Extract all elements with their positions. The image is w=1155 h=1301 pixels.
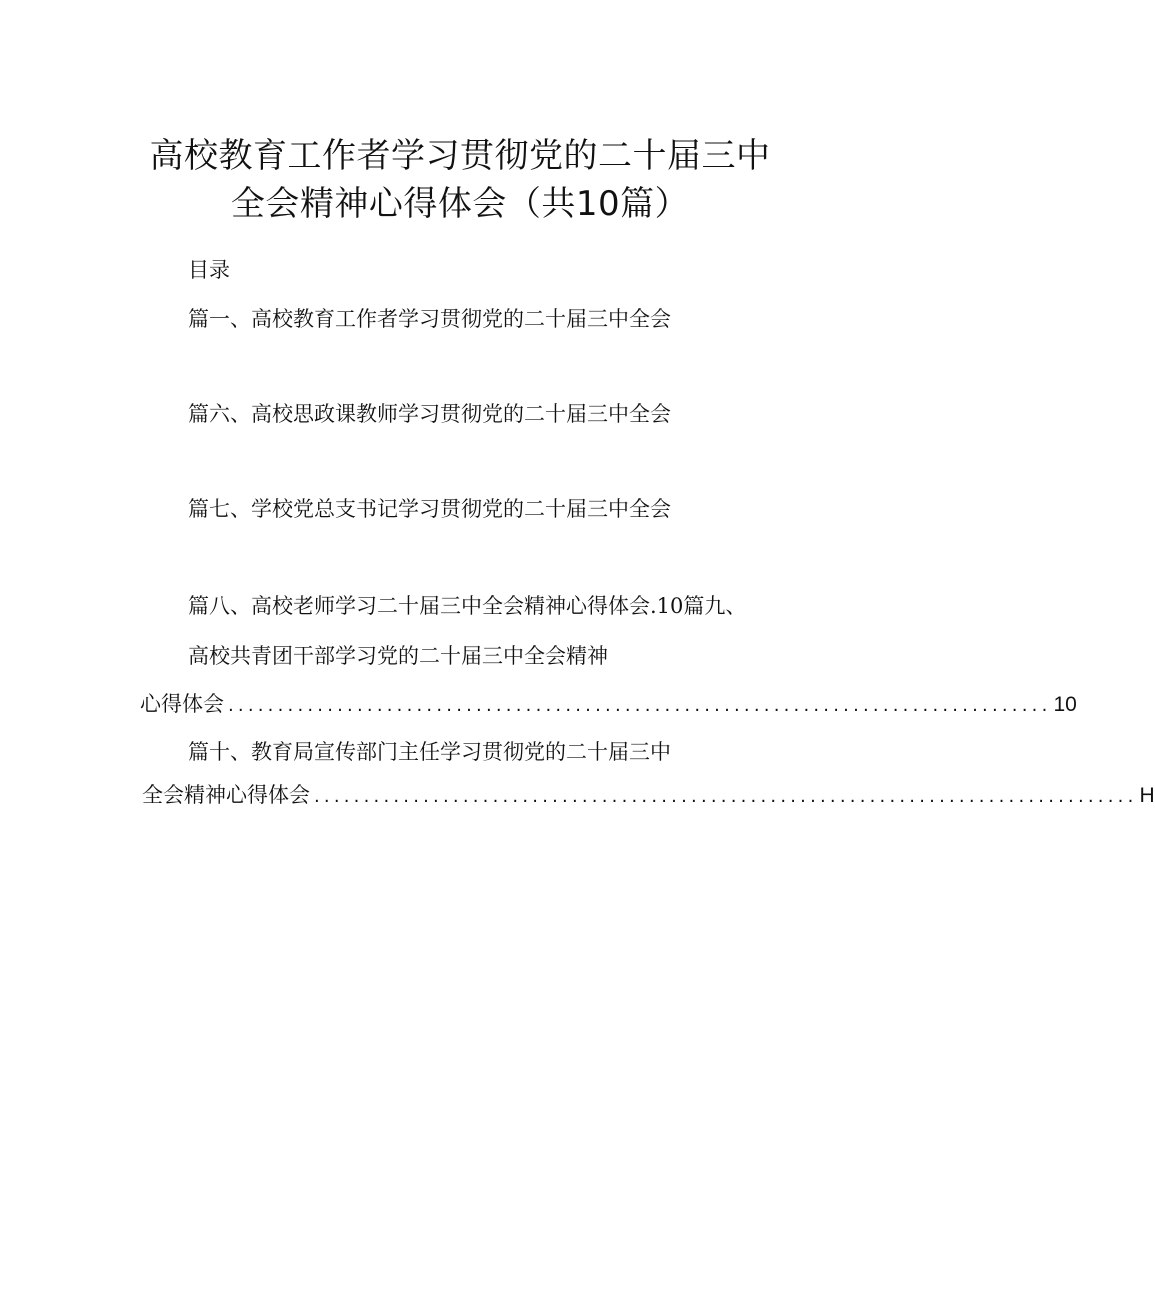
toc-heading: 目录: [188, 258, 230, 282]
toc-entry-9-page-number: 10: [1053, 693, 1077, 716]
document-title-line-2: 全会精神心得体会（共10篇）: [230, 184, 690, 224]
toc-entry-8-line-1: 篇八、高校老师学习二十届三中全会精神心得体会.10篇九、: [188, 594, 747, 618]
toc-entry-10-leader-row: [142, 781, 1155, 811]
toc-entry-1: 篇一、高校教育工作者学习贯彻党的二十届三中全会: [188, 307, 671, 331]
toc-entry-9-leader-row: [140, 690, 1077, 720]
document-title-line-1: 高校教育工作者学习贯彻党的二十届三中: [149, 136, 771, 176]
toc-entry-6: 篇六、高校思政课教师学习贯彻党的二十届三中全会: [188, 402, 671, 426]
toc-entry-10-page-number: H: [1139, 784, 1155, 807]
dot-leader: ...................................................................................: [314, 786, 1138, 807]
toc-entry-9-line-3: 心得体会: [140, 692, 224, 716]
toc-entry-10-line-1: 篇十、教育局宣传部门主任学习贯彻党的二十届三中: [188, 740, 671, 764]
dot-leader: ...................................................................................: [228, 695, 1052, 716]
toc-entry-9-line-2: 高校共青团干部学习党的二十届三中全会精神: [188, 644, 608, 668]
toc-entry-7: 篇七、学校党总支书记学习贯彻党的二十届三中全会: [188, 497, 671, 521]
toc-entry-10-line-2: 全会精神心得体会: [142, 783, 310, 807]
